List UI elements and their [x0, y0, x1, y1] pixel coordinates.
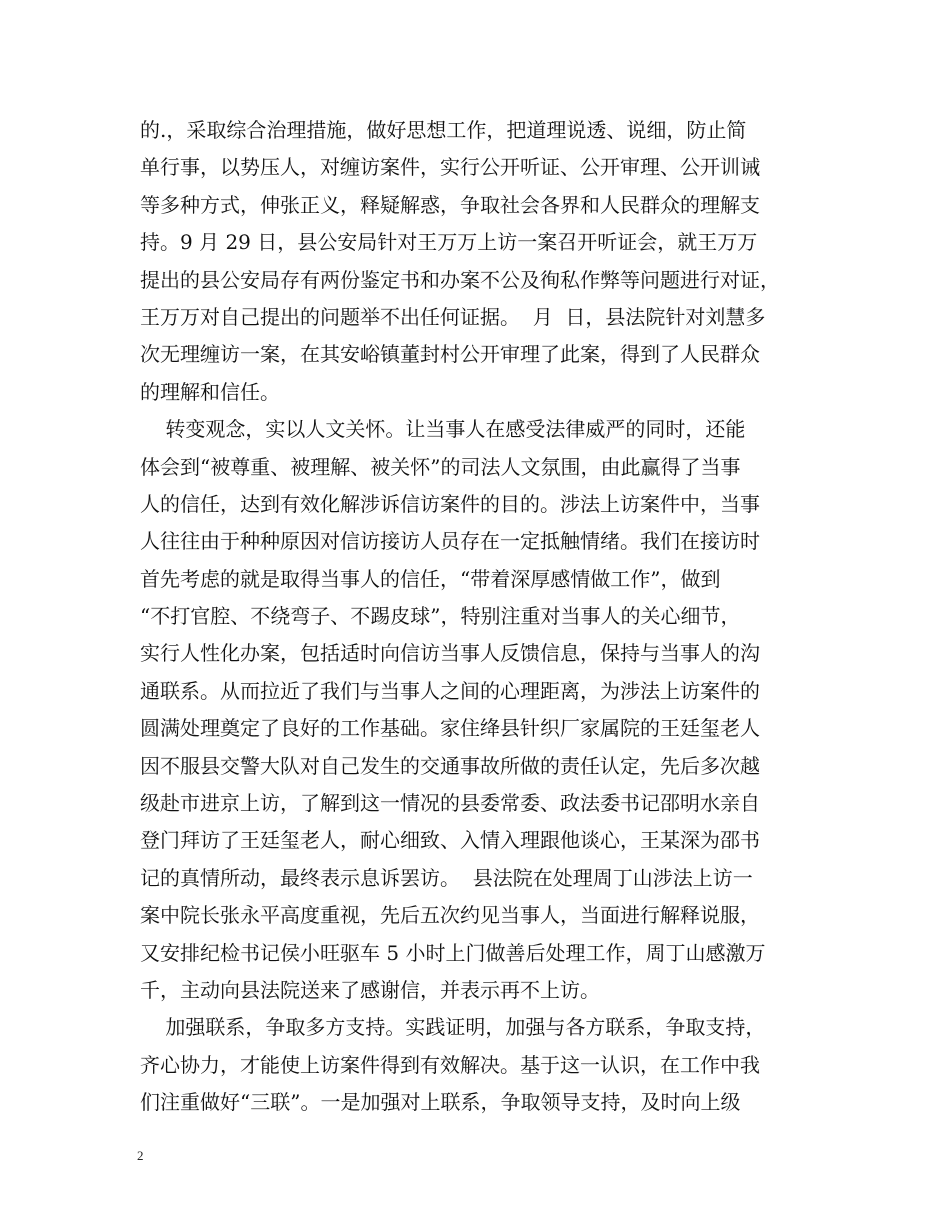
text-line: 因不服县交警大队对自己发生的交通事故所做的责任认定，先后多次越	[140, 753, 760, 778]
text-line: 的.，采取综合治理措施，做好思想工作，把道理说透、说细，防止简	[140, 118, 747, 142]
text-line: 齐心协力，才能使上访案件得到有效解决。基于这一认识，在工作中我	[140, 1052, 760, 1077]
text-line: 们注重做好“三联”。一是加强对上联系，争取领导支持，及时向上级	[140, 1090, 741, 1115]
text-line: 案中院长张永平高度重视，先后五次约见当事人，当面进行解释说服，	[140, 903, 760, 928]
text-line: 记的真情所动，最终表示息诉罢访。 县法院在处理周丁山涉法上访一	[140, 865, 753, 890]
text-line: 加强联系，争取多方支持。实践证明，加强与各方联系，争取支持，	[140, 1015, 766, 1040]
text-line: 提出的县公安局存有两份鉴定书和办案不公及徇私作弊等问题进行对证，	[140, 267, 780, 292]
text-line: 通联系。从而拉近了我们与当事人之间的心理距离，为涉法上访案件的	[140, 678, 760, 703]
text-line: 圆满处理奠定了良好的工作基础。家住绛县针织厂家属院的王廷玺老人	[140, 716, 760, 741]
text-line: 持。9 月 29 日，县公安局针对王万万上访一案召开听证会，就王万万	[140, 230, 758, 255]
text-line: 等多种方式，伸张正义，释疑解惑，争取社会各界和人民群众的理解支	[140, 192, 760, 217]
text-line: 单行事，以势压人，对缠访案件，实行公开听证、公开审理、公开训诫	[140, 155, 760, 180]
text-line: 的理解和信任。	[140, 379, 280, 404]
text-line: 次无理缠访一案，在其安峪镇董封村公开审理了此案，得到了人民群众	[140, 342, 760, 367]
text-line: 首先考虑的就是取得当事人的信任，“带着深厚感情做工作”，做到	[140, 566, 721, 591]
text-line: 转变观念，实以人文关怀。让当事人在感受法律威严的同时，还能	[140, 417, 746, 442]
text-line: 体会到“被尊重、被理解、被关怀”的司法人文氛围，由此赢得了当事	[140, 454, 741, 479]
text-line: “不打官腔、不绕弯子、不踢皮球”，特别注重对当事人的关心细节，	[140, 604, 741, 629]
page-number: 2	[137, 1148, 144, 1163]
text-line: 级赴市进京上访，了解到这一情况的县委常委、政法委书记邵明水亲自	[140, 791, 760, 816]
text-line: 实行人性化办案，包括适时向信访当事人反馈信息，保持与当事人的沟	[140, 641, 760, 666]
text-line: 人的信任，达到有效化解涉诉信访案件的目的。涉法上访案件中，当事	[140, 491, 760, 516]
body-text	[140, 112, 820, 1122]
text-line: 千，主动向县法院送来了感谢信，并表示再不上访。	[140, 977, 600, 1002]
text-line: 王万万对自己提出的问题举不出任何证据。 月 日，县法院针对刘慧多	[140, 304, 766, 329]
text-line: 人往往由于种种原因对信访接访人员存在一定抵触情绪。我们在接访时	[140, 529, 760, 554]
text-line: 又安排纪检书记侯小旺驱车 5 小时上门做善后处理工作，周丁山感激万	[140, 940, 766, 965]
text-line: 登门拜访了王廷玺老人，耐心细致、入情入理跟他谈心，王某深为邵书	[140, 828, 760, 853]
